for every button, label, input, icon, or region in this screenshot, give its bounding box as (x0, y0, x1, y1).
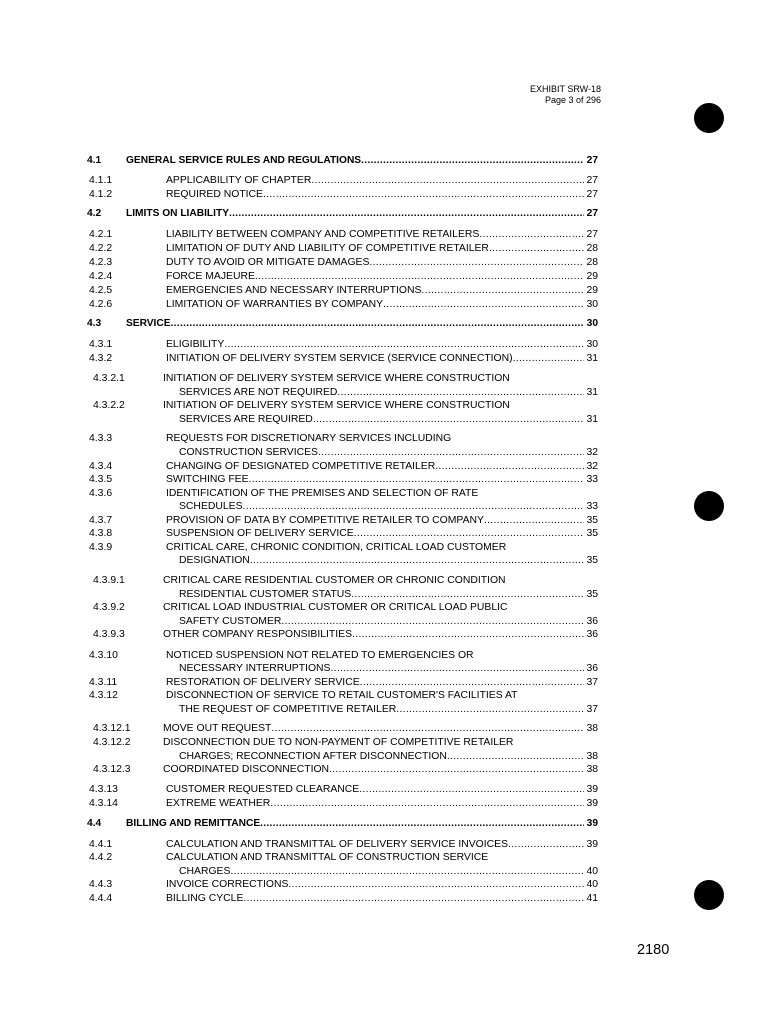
toc-title-text: DUTY TO AVOID OR MITIGATE DAMAGES (166, 257, 370, 268)
toc-page-number: 31 (586, 414, 598, 425)
sheet-number: 2180 (637, 942, 670, 958)
toc-page-number: 38 (586, 723, 598, 734)
toc-leader-dots (329, 763, 584, 776)
toc-entry-row (0, 432, 770, 445)
toc-title (166, 878, 584, 891)
toc-number: 4.3.12 (89, 690, 118, 701)
toc-leader-dots (271, 722, 584, 735)
toc-entry-row (0, 284, 770, 297)
toc-number: 4.3.9.2 (93, 602, 125, 613)
toc-title-text: APPLICABILITY OF CHAPTER (166, 175, 312, 186)
toc-leader-dots (288, 878, 584, 891)
toc-page-number: 36 (586, 663, 598, 674)
toc-title (163, 722, 584, 735)
toc-section-row (0, 317, 770, 330)
toc-page-number: 28 (586, 243, 598, 254)
toc-page-number: 37 (586, 677, 598, 688)
toc-title (166, 188, 584, 201)
toc-title (166, 783, 584, 796)
toc-title-text: THE REQUEST OF COMPETITIVE RETAILER (179, 704, 397, 715)
toc-number: 4.1.2 (89, 189, 113, 200)
toc-number: 4.3.4 (89, 461, 113, 472)
toc-page-number: 38 (586, 751, 598, 762)
toc-number: 4.4 (87, 818, 102, 829)
toc-title-text: FORCE MAJEURE (166, 271, 255, 282)
toc-number: 4.2.6 (89, 299, 113, 310)
toc-entry-row (0, 615, 770, 628)
toc-entry-row (0, 473, 770, 486)
toc-title (166, 338, 584, 351)
toc-title (163, 628, 584, 641)
toc-leader-dots (369, 256, 584, 269)
toc-entry-row (0, 228, 770, 241)
toc-title (166, 892, 584, 905)
toc-page-number: 36 (586, 616, 598, 627)
toc-entry-row (0, 601, 770, 614)
toc-number: 4.2.3 (89, 257, 113, 268)
toc-page-number: 35 (586, 589, 598, 600)
toc-entry-row (0, 188, 770, 201)
toc-entry-row (0, 649, 770, 662)
toc-title-text: INVOICE CORRECTIONS (166, 879, 289, 890)
toc-entry-row (0, 460, 770, 473)
toc-title (166, 298, 584, 311)
toc-title-text: COORDINATED DISCONNECTION (163, 764, 330, 775)
toc-page-number: 30 (586, 318, 598, 329)
toc-title-text: IDENTIFICATION OF THE PREMISES AND SELECTION OF RATE (166, 488, 479, 499)
toc-title-text: SWITCHING FEE (166, 474, 249, 485)
toc-number: 4.3.2.2 (93, 400, 125, 411)
toc-page-number: 27 (586, 175, 598, 186)
toc-leader-dots (435, 460, 584, 473)
toc-title (126, 817, 584, 830)
toc-leader-dots (243, 500, 584, 513)
toc-title-text: MOVE OUT REQUEST (163, 723, 272, 734)
toc-entry-row (0, 892, 770, 905)
toc-entry-row (0, 413, 770, 426)
toc-leader-dots (447, 750, 584, 763)
toc-number: 4.3.2.1 (93, 373, 125, 384)
toc-title (179, 500, 584, 513)
toc-page-number: 39 (586, 839, 598, 850)
toc-title (166, 473, 584, 486)
toc-title-text: GENERAL SERVICE RULES AND REGULATIONS (126, 155, 362, 166)
toc-title (126, 154, 584, 167)
toc-number: 4.3.14 (89, 798, 118, 809)
toc-page-number: 40 (586, 879, 598, 890)
toc-leader-dots (311, 174, 584, 187)
toc-entry-row (0, 446, 770, 459)
toc-title (126, 317, 584, 330)
toc-title-text: SERVICES ARE REQUIRED (179, 414, 313, 425)
toc-title (166, 228, 584, 241)
toc-page-number: 31 (586, 353, 598, 364)
toc-title (166, 838, 584, 851)
toc-leader-dots (243, 892, 584, 905)
toc-leader-dots (479, 228, 584, 241)
toc-page-number: 35 (586, 528, 598, 539)
toc-leader-dots (318, 446, 584, 459)
toc-page-number: 40 (586, 866, 598, 877)
toc-entry-row (0, 372, 770, 385)
toc-leader-dots (230, 865, 584, 878)
toc-number: 4.3.6 (89, 488, 113, 499)
toc-number: 4.3.2 (89, 353, 113, 364)
toc-entry-row (0, 797, 770, 810)
toc-entry-row (0, 256, 770, 269)
toc-leader-dots (354, 527, 584, 540)
toc-page-number: 27 (586, 155, 598, 166)
toc-leader-dots (513, 352, 584, 365)
toc-page-number: 41 (586, 893, 598, 904)
toc-page-number: 30 (586, 339, 598, 350)
toc-title (179, 750, 584, 763)
toc-title (166, 676, 584, 689)
toc-title-text: CALCULATION AND TRANSMITTAL OF CONSTRUCTION SERVICE (166, 852, 489, 863)
toc-number: 4.3.9.3 (93, 629, 125, 640)
toc-entry-row (0, 676, 770, 689)
toc-title-text: SCHEDULES (179, 501, 243, 512)
toc-title-text: CALCULATION AND TRANSMITTAL OF DELIVERY SERVICE INVOICES (166, 839, 509, 850)
toc-title-text: OTHER COMPANY RESPONSIBILITIES (163, 629, 352, 640)
toc-entry-row (0, 386, 770, 399)
toc-title-text: SERVICES ARE NOT REQUIRED (179, 387, 338, 398)
toc-title (179, 588, 584, 601)
toc-leader-dots (361, 154, 584, 167)
toc-number: 4.3.3 (89, 433, 113, 444)
toc-entry-row (0, 298, 770, 311)
toc-title (179, 703, 584, 716)
toc-leader-dots (396, 703, 584, 716)
toc-entry-row (0, 865, 770, 878)
toc-page-number: 32 (586, 447, 598, 458)
toc-entry-row (0, 763, 770, 776)
toc-number: 4.3.1 (89, 339, 113, 350)
toc-entry-row (0, 851, 770, 864)
toc-title-text: NOTICED SUSPENSION NOT RELATED TO EMERGENCIES OR (166, 650, 474, 661)
toc-section-row (0, 207, 770, 220)
toc-entry-row (0, 487, 770, 500)
toc-title (179, 554, 584, 567)
toc-entry-row (0, 242, 770, 255)
page-count-label: Page 3 of 296 (544, 95, 601, 105)
toc-leader-dots (352, 628, 584, 641)
toc-number: 4.3.10 (89, 650, 118, 661)
toc-number: 4.3.11 (89, 677, 118, 688)
toc-title-text: PROVISION OF DATA BY COMPETITIVE RETAILER TO COMPANY (166, 515, 484, 526)
toc-number: 4.4.2 (89, 852, 113, 863)
toc-leader-dots (224, 338, 584, 351)
toc-title-text: RESIDENTIAL CUSTOMER STATUS (179, 589, 352, 600)
toc-number: 4.2.1 (89, 229, 113, 240)
toc-number: 4.3.7 (89, 515, 113, 526)
toc-entry-row (0, 838, 770, 851)
toc-leader-dots (255, 270, 584, 283)
toc-number: 4.3.12.3 (93, 764, 131, 775)
toc-leader-dots (249, 473, 584, 486)
toc-entry-row (0, 574, 770, 587)
toc-page-number: 38 (586, 764, 598, 775)
toc-leader-dots (337, 386, 584, 399)
toc-title (166, 284, 584, 297)
toc-number: 4.4.1 (89, 839, 113, 850)
toc-leader-dots (313, 413, 584, 426)
toc-page-number: 27 (586, 189, 598, 200)
toc-number: 4.3.9 (89, 542, 113, 553)
toc-title (179, 446, 584, 459)
exhibit-label: EXHIBIT SRW-18 (529, 84, 601, 94)
toc-entry-row (0, 270, 770, 283)
toc-title (126, 207, 584, 220)
toc-entry-row (0, 736, 770, 749)
toc-title-text: SUSPENSION OF DELIVERY SERVICE (166, 528, 354, 539)
toc-title-text: CRITICAL CARE RESIDENTIAL CUSTOMER OR CHRONIC CONDITION (163, 575, 506, 586)
toc-entry-row (0, 703, 770, 716)
toc-leader-dots (260, 817, 584, 830)
toc-title-text: CUSTOMER REQUESTED CLEARANCE (166, 784, 360, 795)
toc-title-text: BILLING AND REMITTANCE (126, 818, 261, 829)
toc-leader-dots (263, 188, 584, 201)
toc-entry-row (0, 352, 770, 365)
toc-leader-dots (250, 554, 584, 567)
toc-title (163, 763, 584, 776)
toc-page-number: 33 (586, 474, 598, 485)
toc-title-text: CHARGES (179, 866, 231, 877)
toc-number: 4.3.12.1 (93, 723, 131, 734)
toc-leader-dots (359, 783, 584, 796)
toc-title-text: CRITICAL CARE, CHRONIC CONDITION, CRITICAL LOAD CUSTOMER (166, 542, 507, 553)
toc-leader-dots (421, 284, 584, 297)
toc-title-text: SAFETY CUSTOMER (179, 616, 282, 627)
toc-title (166, 527, 584, 540)
toc-title (166, 242, 584, 255)
toc-leader-dots (489, 242, 584, 255)
toc-title-text: INITIATION OF DELIVERY SYSTEM SERVICE WHERE CONSTRUCTION (163, 373, 510, 384)
toc-leader-dots (281, 615, 584, 628)
toc-entry-row (0, 514, 770, 527)
toc-page-number: 27 (586, 208, 598, 219)
toc-leader-dots (383, 298, 584, 311)
toc-entry-row (0, 338, 770, 351)
toc-entry-row (0, 750, 770, 763)
toc-leader-dots (508, 838, 584, 851)
toc-leader-dots (330, 662, 584, 675)
toc-title (166, 256, 584, 269)
toc-entry-row (0, 722, 770, 735)
toc-title-text: DESIGNATION (179, 555, 250, 566)
toc-entry-row (0, 878, 770, 891)
toc-leader-dots (270, 797, 584, 810)
toc-entry-row (0, 554, 770, 567)
toc-title-text: NECESSARY INTERRUPTIONS (179, 663, 331, 674)
toc-entry-row (0, 689, 770, 702)
toc-number: 4.2.4 (89, 271, 113, 282)
toc-title-text: LIMITS ON LIABILITY (126, 208, 229, 219)
toc-number: 4.1.1 (89, 175, 113, 186)
toc-page-number: 28 (586, 257, 598, 268)
toc-title-text: CHANGING OF DESIGNATED COMPETITIVE RETAILER (166, 461, 436, 472)
toc-title (166, 174, 584, 187)
toc-title-text: REQUIRED NOTICE (166, 189, 263, 200)
toc-leader-dots (171, 317, 584, 330)
toc-title-text: ELIGIBILITY (166, 339, 225, 350)
toc-title-text: RESTORATION OF DELIVERY SERVICE (166, 677, 360, 688)
toc-title-text: DISCONNECTION DUE TO NON-PAYMENT OF COMPETITIVE RETAILER (163, 737, 514, 748)
toc-title (166, 460, 584, 473)
toc-title-text: CHARGES; RECONNECTION AFTER DISCONNECTION (179, 751, 447, 762)
toc-number: 4.3.5 (89, 474, 113, 485)
toc-title-text: LIMITATION OF DUTY AND LIABILITY OF COMPETITIVE RETAILER (166, 243, 489, 254)
toc-title-text: SERVICE (126, 318, 171, 329)
toc-entry-row (0, 588, 770, 601)
toc-page-number: 29 (586, 285, 598, 296)
toc-page-number: 39 (586, 784, 598, 795)
toc-page-number: 36 (586, 629, 598, 640)
toc-entry-row (0, 399, 770, 412)
toc-page-number: 37 (586, 704, 598, 715)
toc-number: 4.3 (87, 318, 102, 329)
toc-title (179, 865, 584, 878)
toc-title-text: INITIATION OF DELIVERY SYSTEM SERVICE WHERE CONSTRUCTION (163, 400, 510, 411)
toc-title-text: CONSTRUCTION SERVICES (179, 447, 318, 458)
toc-title-text: BILLING CYCLE (166, 893, 244, 904)
toc-page-number: 27 (586, 229, 598, 240)
toc-page-number: 35 (586, 555, 598, 566)
toc-entry-row (0, 541, 770, 554)
toc-leader-dots (229, 207, 584, 220)
toc-title-text: LIMITATION OF WARRANTIES BY COMPANY (166, 299, 384, 310)
toc-title (179, 386, 584, 399)
toc-number: 4.2.2 (89, 243, 113, 254)
toc-entry-row (0, 662, 770, 675)
toc-number: 4.2 (87, 208, 102, 219)
toc-title (166, 514, 584, 527)
toc-title-text: EXTREME WEATHER (166, 798, 271, 809)
toc-leader-dots (484, 514, 584, 527)
toc-title (166, 797, 584, 810)
toc-page-number: 29 (586, 271, 598, 282)
toc-page-number: 39 (586, 798, 598, 809)
toc-number: 4.2.5 (89, 285, 113, 296)
toc-title-text: LIABILITY BETWEEN COMPANY AND COMPETITIVE RETAILERS (166, 229, 480, 240)
toc-title-text: EMERGENCIES AND NECESSARY INTERRUPTIONS (166, 285, 422, 296)
toc-entry-row (0, 174, 770, 187)
toc-title-text: DISCONNECTION OF SERVICE TO RETAIL CUSTOMER'S FACILITIES AT (166, 690, 518, 701)
toc-entry-row (0, 628, 770, 641)
toc-number: 4.3.12.2 (93, 737, 131, 748)
toc-title-text: REQUESTS FOR DISCRETIONARY SERVICES INCLUDING (166, 433, 452, 444)
toc-title (179, 662, 584, 675)
toc-title (179, 615, 584, 628)
toc-entry-row (0, 500, 770, 513)
toc-number: 4.1 (87, 155, 102, 166)
toc-entry-row (0, 527, 770, 540)
toc-page-number: 39 (586, 818, 598, 829)
toc-leader-dots (351, 588, 584, 601)
toc-title (166, 352, 584, 365)
toc-number: 4.3.9.1 (93, 575, 125, 586)
toc-page-number: 35 (586, 515, 598, 526)
toc-leader-dots (360, 676, 584, 689)
toc-entry-row (0, 783, 770, 796)
toc-number: 4.3.8 (89, 528, 113, 539)
toc-section-row (0, 154, 770, 167)
toc-title (179, 413, 584, 426)
toc-page-number: 33 (586, 501, 598, 512)
toc-title-text: CRITICAL LOAD INDUSTRIAL CUSTOMER OR CRITICAL LOAD PUBLIC (163, 602, 508, 613)
toc-page-number: 31 (586, 387, 598, 398)
toc-section-row (0, 817, 770, 830)
toc-number: 4.3.13 (89, 784, 118, 795)
toc-number: 4.4.3 (89, 879, 113, 890)
toc-page-number: 30 (586, 299, 598, 310)
toc-title-text: INITIATION OF DELIVERY SYSTEM SERVICE (SERVICE CONNECTION) (166, 353, 513, 364)
toc-number: 4.4.4 (89, 893, 113, 904)
toc-page-number: 32 (586, 461, 598, 472)
toc-title (166, 270, 584, 283)
